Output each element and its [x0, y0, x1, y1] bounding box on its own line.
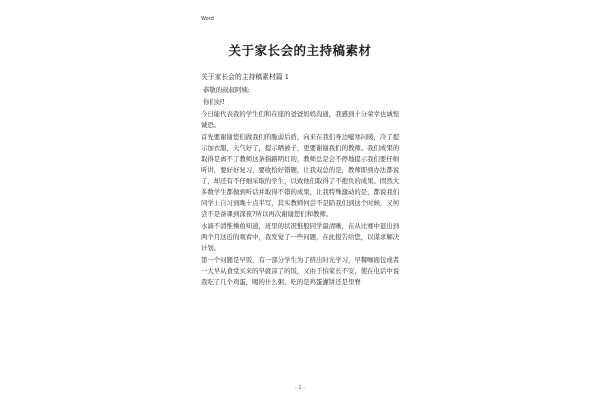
header-label: Word [201, 16, 214, 22]
document-body [201, 72, 405, 289]
paragraph-thanks: 首先要谢谢您们做我们的脆弱后盾，向来在我们身边嘘寒问暖，冷了提示加衣服，天气好了，提示晒被子，更要谢谢我们的教师。我们成果的取得是离不了教师这条指路明灯的，教师总是会不停地提示我们要仔细听讲，要好好复习，要收拾好错题，让我双总的是，教师即到办法都说了，却还有不仔细采取的学生，以致他们取得了不抱负的成果。固然大多数学生都做到听话并取得不错的成果，让我特殊激动的是，都说我们同学上自习到晚十点半写，其实教师何尝不是陪我们到这个时候，又何尝不是备课到深夜?所以再次谢谢您们和教师。 [201, 133, 400, 218]
section-title: 关于家长会的主持稿素材篇 1 [201, 73, 290, 81]
paragraph-intro: 今日能代表我的学生们和在座的爸爸妈妈沟通，我感到十分荣幸也诚惶诚恐。 [201, 110, 400, 129]
page-number: - 1 - [295, 385, 305, 391]
greeting: 你们好! [203, 98, 225, 106]
paragraph-breakfast: 第一个问题是早饭，有一部分学生为了挤出时光学习，早餐咖面包或者一大早从食堂买来的早就凉了的饭，又由于怕家长不安，使在电话中说我吃了几个鸡蛋，喝的什么粥，吃的是鸡蛋灌饼还是里脊 [201, 256, 400, 286]
document-title: 关于家长会的主持稿素材 [228, 43, 372, 58]
salutation: 恭敬的叔叔阿姨: [203, 86, 250, 94]
paragraph-observation: 水滴不清惟操鱼知道，班里的状况惟般同学最清晰，在从比赛中退出到两个月这近的观看中，我发觉了一些问题，在此报告给您，以谋求解决计划。 [201, 222, 400, 252]
